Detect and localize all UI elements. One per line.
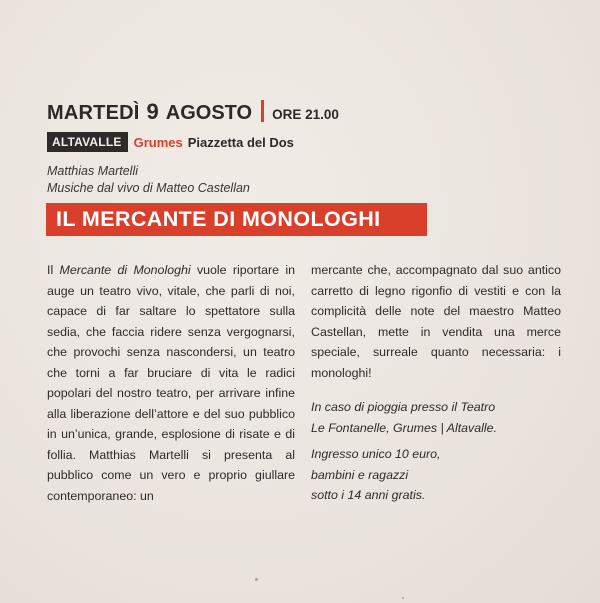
title-banner: [46, 203, 427, 236]
event-venue: Piazzetta del Dos: [187, 134, 294, 150]
ticket-info: [311, 444, 561, 506]
event-village: Grumes: [133, 134, 183, 150]
event-header: [47, 97, 339, 152]
credits: [47, 163, 250, 197]
body-paragraph-left: [47, 260, 295, 506]
rain-note-line2: Le Fontanelle, Grumes | Altavalle.: [311, 420, 497, 435]
event-town-badge: ALTAVALLE: [47, 132, 128, 152]
event-time: ORE 21.00: [272, 107, 339, 122]
body-paragraph-right: mercante che, accompagnato dal suo antico carretto di legno rigonfio di vestiti e con la complicità delle note del maestro Matteo Castellan, mette in vendita una merce speciale, surreale quanto necessaria: i monologhi!: [311, 263, 561, 380]
rain-note-line1: In caso di pioggia presso il Teatro: [311, 400, 496, 414]
intro-show-title: Mercante di Monologhi: [59, 263, 191, 277]
intro-prefix: Il: [47, 263, 60, 277]
event-place-line: [47, 132, 339, 152]
ticket-line2: bambini e ragazzi: [311, 467, 409, 482]
event-date-line: [47, 97, 339, 125]
event-day-name: MARTEDÌ: [47, 102, 140, 124]
ticket-line1: Ingresso unico 10 euro,: [311, 447, 441, 461]
rain-note: [311, 397, 561, 438]
ticket-line3: sotto i 14 anni gratis.: [311, 488, 426, 502]
credit-music: Musiche dal vivo di Matteo Castellan: [47, 181, 250, 195]
separator-bar: [261, 100, 264, 122]
event-day-number: 9: [146, 99, 159, 124]
body-text-left: vuole riportare in auge un teatro vivo, vitale, che parli di noi, capace di far saltare lo spettatore sulla sedia, che faccia ridere senza vergognarsi, che provochi senza nascondersi, un teatro che torni a far bruciare di vita le radici popolari del nostro teatro, per arrivare infine alla liberazione dell’attore e del suo pubblico in un’unica, grande, esplosione di risate e di follia. Matthias Martelli si presenta al pubblico come un vero e proprio giullare contemporaneo: un: [47, 263, 295, 503]
paper-speck: [255, 578, 258, 581]
credit-author: Matthias Martelli: [47, 164, 138, 178]
event-month: AGOSTO: [165, 102, 253, 124]
show-title: IL MERCANTE DI MONOLOGHI: [56, 207, 381, 231]
body-column-right: [311, 260, 561, 506]
body-column-left: [47, 260, 295, 506]
paper-speck: [402, 597, 404, 599]
